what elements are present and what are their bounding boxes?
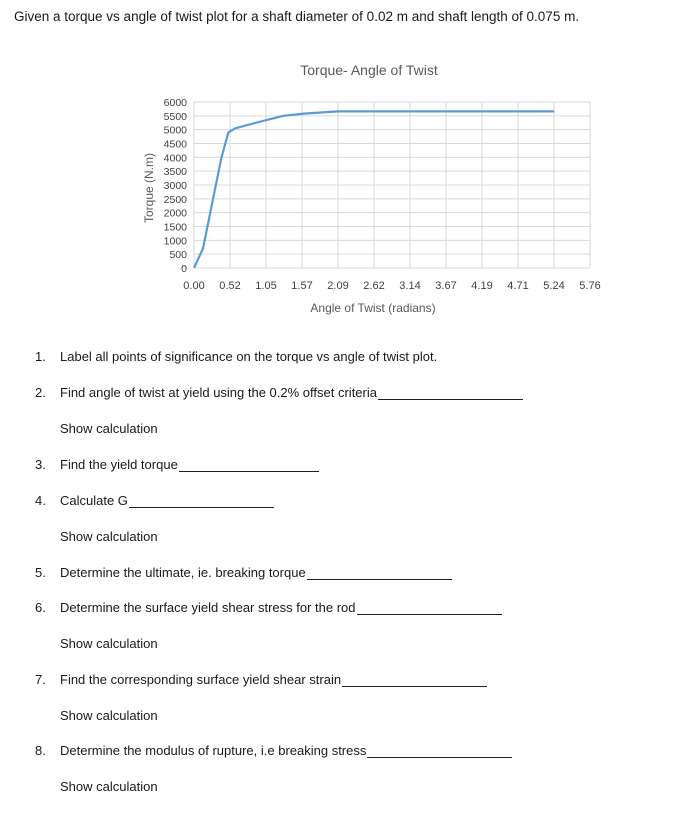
question-number: 2. — [35, 385, 46, 400]
y-tick-label: 1500 — [163, 221, 187, 234]
y-tick-label: 2500 — [163, 193, 187, 206]
y-tick-label: 2000 — [163, 207, 187, 220]
y-tick-labels — [164, 97, 188, 275]
question-4 — [35, 493, 274, 508]
y-tick-label: 3000 — [163, 180, 187, 192]
answer-blank[interactable] — [129, 494, 274, 508]
question-7 — [35, 672, 487, 687]
y-tick-label: 3500 — [163, 166, 187, 179]
y-tick-label: 0 — [181, 263, 187, 275]
y-axis-label: Torque (N.m) — [142, 152, 156, 224]
question-2 — [35, 385, 523, 400]
answer-blank[interactable] — [357, 601, 502, 615]
x-tick-label: 0.00 — [183, 280, 205, 292]
x-tick-label: 3.67 — [435, 280, 457, 292]
question-number: 4. — [35, 493, 46, 508]
question-3 — [35, 457, 319, 472]
x-tick-label: 5.76 — [579, 280, 601, 292]
question-8 — [35, 743, 512, 758]
show-calculation-label: Show calculation — [60, 529, 158, 544]
question-text: Find the corresponding surface yield shear strain — [60, 672, 342, 687]
question-5 — [35, 565, 452, 580]
x-tick-label: 1.05 — [255, 280, 277, 292]
torque-angle-chart — [0, 0, 674, 330]
question-text: Label all points of significance on the torque vs angle of twist plot. — [60, 349, 438, 364]
question-text: Find the yield torque — [60, 457, 178, 472]
y-tick-label: 5500 — [163, 110, 187, 123]
question-number: 6. — [35, 600, 46, 615]
x-tick-label: 1.57 — [291, 280, 313, 292]
show-calculation-label: Show calculation — [60, 636, 158, 651]
x-tick-label: 3.14 — [399, 280, 421, 292]
answer-blank[interactable] — [367, 744, 512, 758]
question-text: Calculate G — [60, 493, 128, 508]
question-6 — [35, 600, 502, 615]
question-text: Determine the ultimate, ie. breaking torque — [60, 565, 306, 580]
chart-title: Torque- Angle of Twist — [300, 62, 438, 78]
question-text: Find angle of twist at yield using the 0.2% offset criteria — [60, 385, 377, 400]
show-calculation-label: Show calculation — [60, 421, 158, 436]
x-tick-label: 0.52 — [219, 280, 241, 292]
x-tick-labels — [183, 280, 600, 292]
question-text: Determine the modulus of rupture, i.e breaking stress — [60, 743, 367, 758]
chart-grid — [194, 102, 590, 268]
answer-blank[interactable] — [342, 673, 487, 687]
show-calculation-label: Show calculation — [60, 708, 158, 723]
answer-blank[interactable] — [179, 458, 319, 472]
x-tick-label: 2.09 — [327, 280, 349, 292]
x-tick-label: 4.71 — [507, 280, 529, 292]
question-number: 3. — [35, 457, 46, 472]
question-number: 7. — [35, 672, 46, 687]
y-tick-label: 4500 — [163, 138, 187, 151]
y-tick-label: 1000 — [163, 235, 187, 248]
question-text: Determine the surface yield shear stress for the rod — [60, 600, 356, 615]
y-tick-label: 500 — [169, 249, 187, 262]
problem-statement: Given a torque vs angle of twist plot for a shaft diameter of 0.02 m and shaft length of 0.075 m. — [14, 9, 580, 24]
question-number: 5. — [35, 565, 46, 580]
answer-blank[interactable] — [307, 566, 452, 580]
x-tick-label: 2.62 — [363, 280, 385, 292]
answer-blank[interactable] — [378, 386, 523, 400]
x-tick-label: 4.19 — [471, 280, 493, 292]
x-axis-label: Angle of Twist (radians) — [310, 301, 436, 315]
y-tick-label: 4000 — [163, 152, 187, 165]
y-tick-label: 5000 — [163, 124, 187, 137]
question-number: 8. — [35, 743, 46, 758]
question-1 — [35, 349, 437, 364]
x-tick-label: 5.24 — [543, 280, 565, 292]
question-number: 1. — [35, 349, 46, 364]
y-tick-label: 6000 — [163, 97, 187, 109]
show-calculation-label: Show calculation — [60, 779, 158, 794]
